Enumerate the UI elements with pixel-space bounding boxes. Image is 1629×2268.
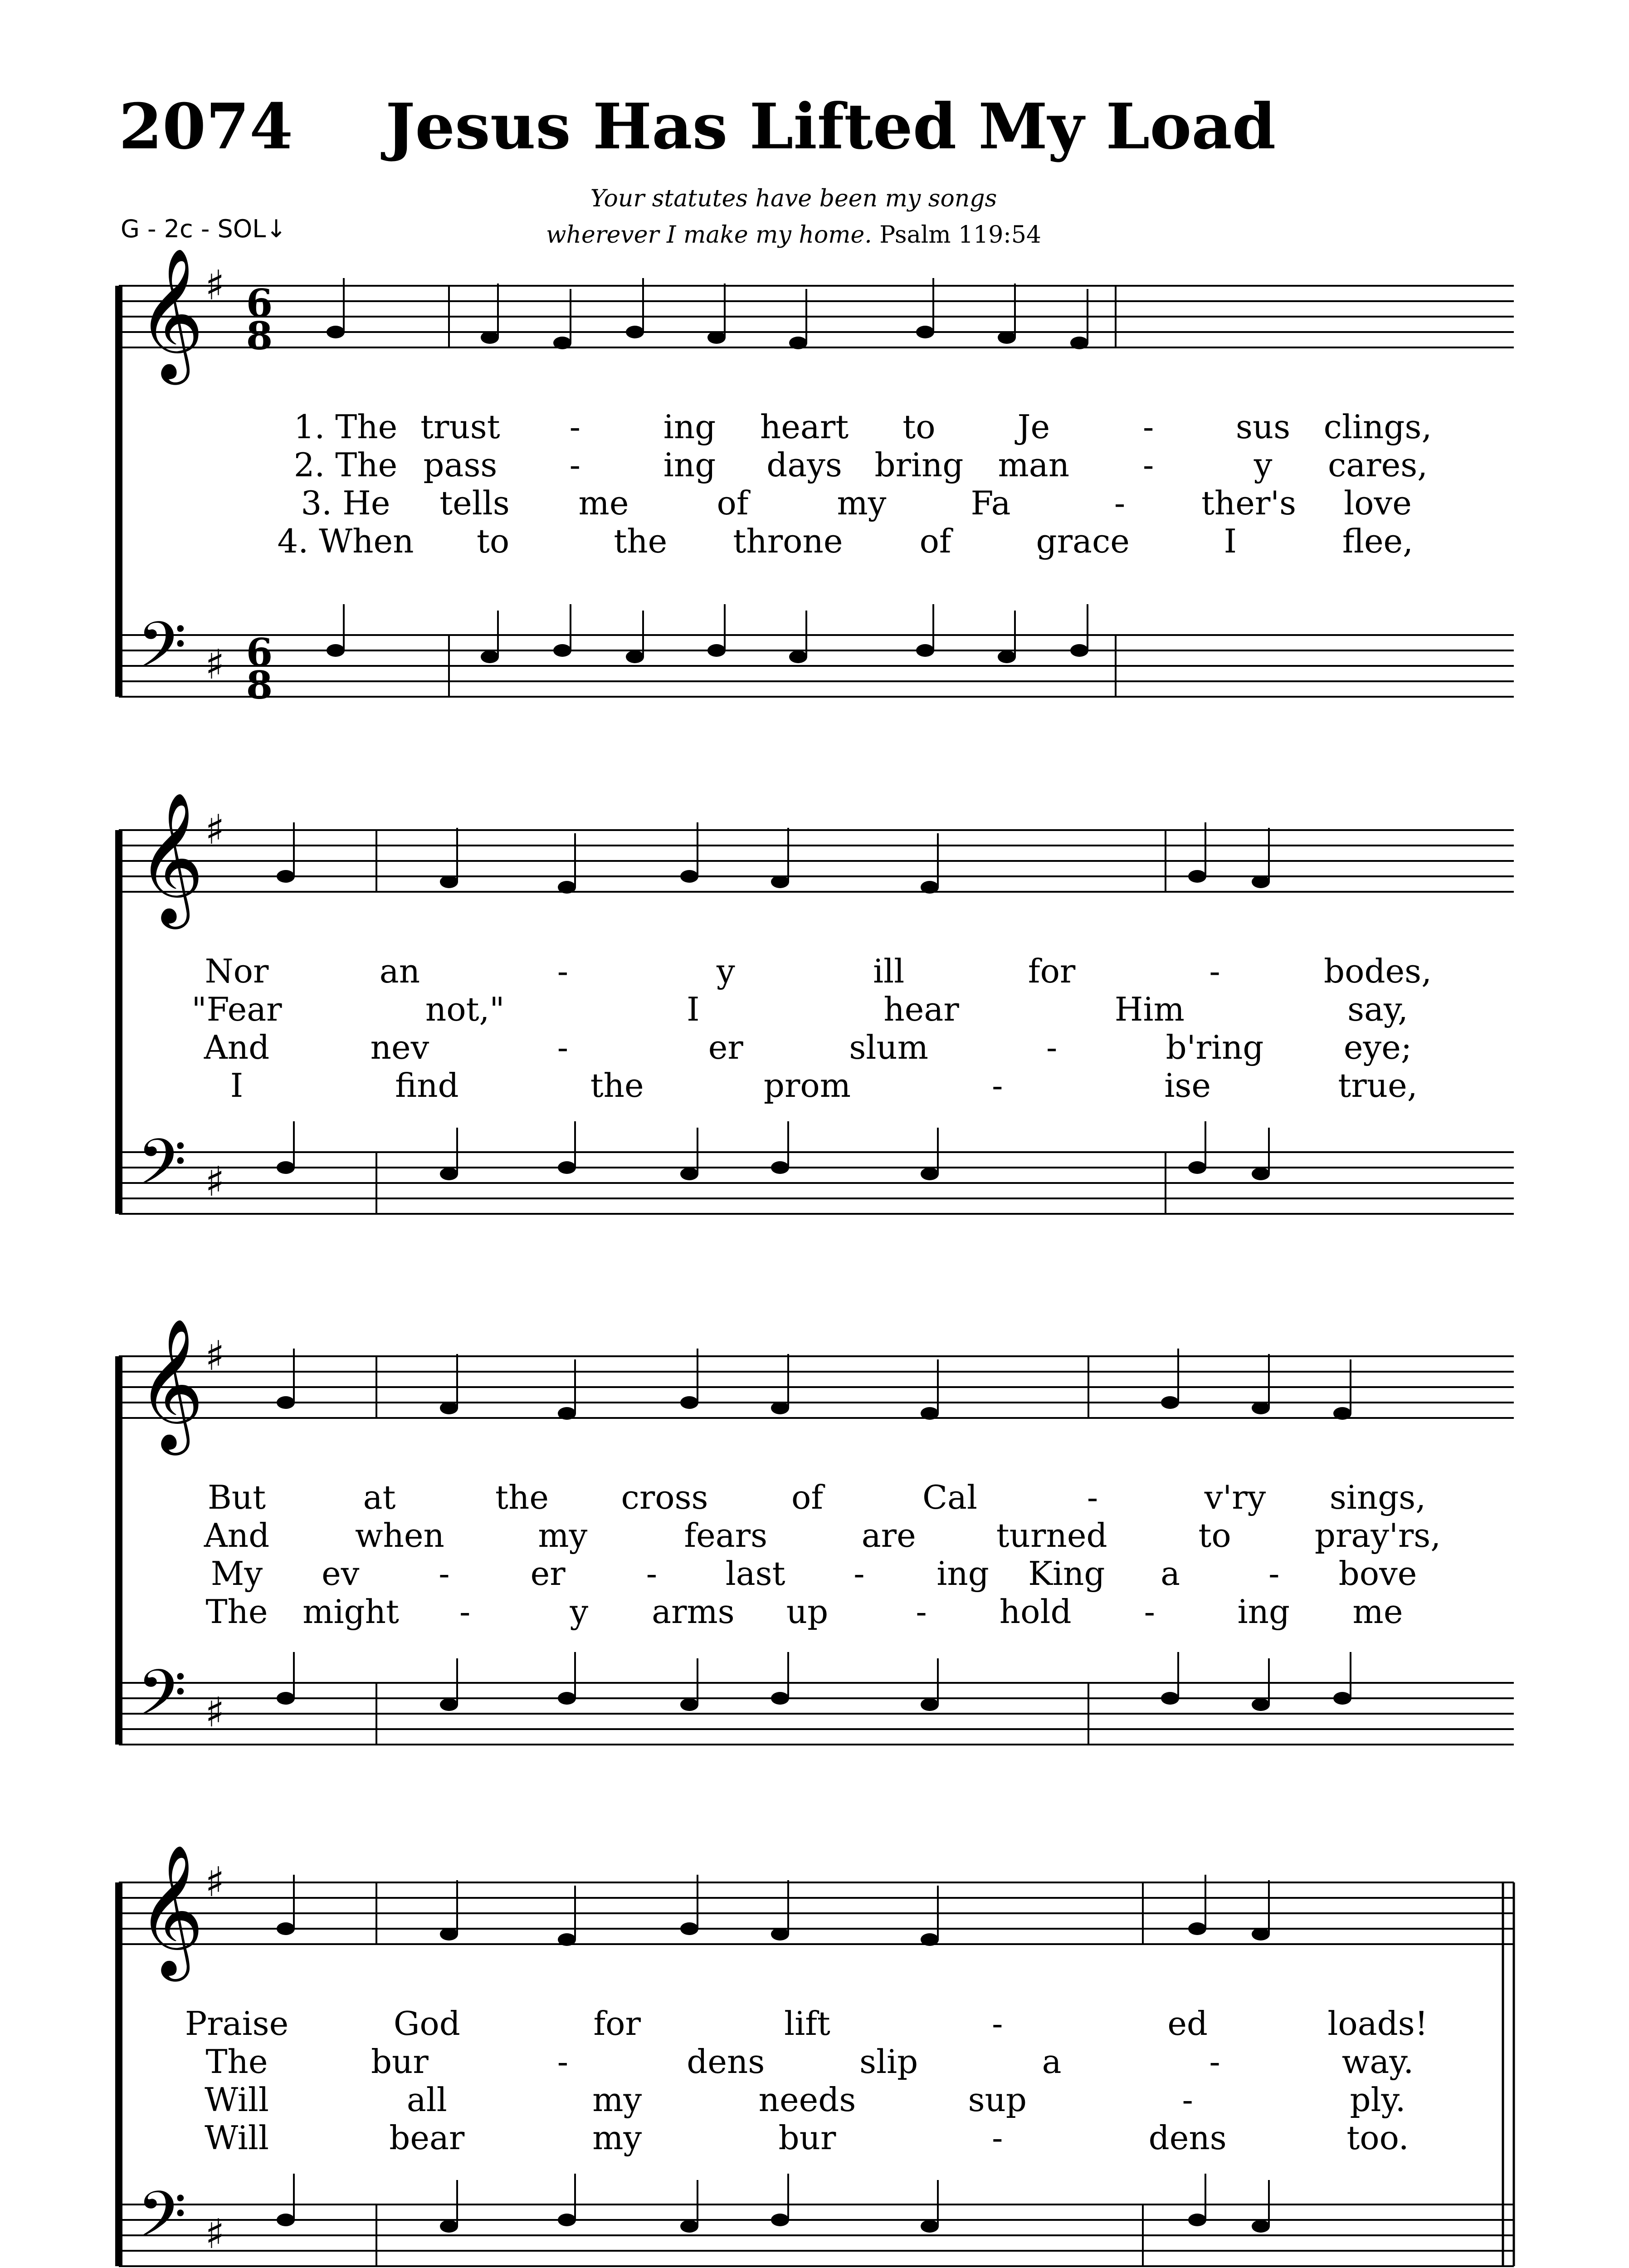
sharp-icon: ♯ <box>205 1158 225 1206</box>
lyric-syllable: slip <box>859 2043 918 2081</box>
bass-note <box>553 644 571 657</box>
lyric-syllable: way. <box>1341 2043 1414 2081</box>
bass-note <box>440 1168 458 1180</box>
hymn-number: 2074 <box>119 89 293 163</box>
lyric-syllable: b'ring <box>1166 1028 1264 1066</box>
lyric-syllable: man <box>998 446 1070 484</box>
treble-note <box>680 1922 698 1935</box>
bass-clef-icon: 𝄢 <box>137 1656 187 1746</box>
lyric-syllable: clings, <box>1323 408 1432 446</box>
treble-note <box>680 870 698 883</box>
lyric-syllable: Will <box>205 2081 269 2119</box>
lyric-syllable: lift <box>784 2004 830 2043</box>
lyric-syllable: y <box>716 952 735 990</box>
treble-note <box>1188 1922 1206 1935</box>
lyric-syllable: - <box>1087 1478 1098 1516</box>
lyric-syllable: throne <box>733 522 843 560</box>
treble-note <box>921 1407 939 1420</box>
lyric-syllable: my <box>837 484 887 522</box>
bass-note <box>440 1698 458 1711</box>
lyric-syllable: The <box>205 2043 268 2081</box>
hymn-title: Jesus Has Lifted My Load <box>385 89 1276 163</box>
lyric-syllable: er <box>530 1554 566 1593</box>
lyric-syllable: - <box>1143 446 1154 484</box>
lyric-syllable: God <box>393 2004 460 2043</box>
bass-note <box>1252 1168 1270 1180</box>
lyric-syllable: my <box>592 2119 642 2157</box>
key-label: G - 2c - SOL↓ <box>121 215 287 243</box>
lyric-syllable: - <box>992 2004 1003 2043</box>
lyric-syllable: - <box>557 2043 569 2081</box>
epigraph-reference: Psalm 119:54 <box>879 221 1041 249</box>
lyric-syllable: at <box>363 1478 396 1516</box>
lyric-syllable: my <box>538 1516 588 1554</box>
lyric-syllable: prom <box>763 1066 851 1105</box>
lyric-syllable: me <box>578 484 629 522</box>
treble-note <box>998 331 1016 344</box>
lyric-syllable: me <box>1352 1593 1403 1631</box>
lyric-syllable: - <box>1144 1593 1155 1631</box>
treble-note <box>680 1396 698 1409</box>
treble-note <box>558 881 576 894</box>
treble-note <box>1252 875 1270 888</box>
lyric-syllable: sings, <box>1329 1478 1426 1516</box>
lyric-syllable: - <box>1114 484 1126 522</box>
treble-note <box>921 881 939 894</box>
lyric-syllable: for <box>1028 952 1076 990</box>
lyric-syllable: fears <box>684 1516 768 1554</box>
treble-note <box>277 870 295 883</box>
bass-note <box>771 1161 789 1174</box>
lyric-syllable: say, <box>1347 990 1408 1028</box>
lyric-syllable: hear <box>883 990 959 1028</box>
lyric-syllable: bove <box>1338 1554 1417 1593</box>
epigraph-text: wherever I make my home. <box>546 221 872 249</box>
treble-note <box>1161 1396 1179 1409</box>
lyric-syllable: arms <box>652 1593 735 1631</box>
lyric-syllable: ing <box>663 408 716 446</box>
lyric-syllable: sup <box>968 2081 1027 2119</box>
lyric-syllable: trust <box>420 408 500 446</box>
lyric-syllable: I <box>1224 522 1237 560</box>
lyric-syllable: up <box>786 1593 829 1631</box>
treble-note <box>440 1928 458 1941</box>
lyric-syllable: tells <box>439 484 510 522</box>
lyric-syllable: And <box>204 1516 270 1554</box>
bass-note <box>921 2220 939 2233</box>
bass-note <box>277 1692 295 1705</box>
lyric-syllable: hold <box>999 1593 1072 1631</box>
lyric-syllable: - <box>569 408 580 446</box>
lyric-syllable: ill <box>873 952 905 990</box>
treble-note <box>327 326 345 338</box>
lyric-syllable: the <box>614 522 668 560</box>
lyric-syllable: too. <box>1346 2119 1409 2157</box>
lyric-syllable: not," <box>425 990 505 1028</box>
lyric-syllable: bur <box>371 2043 429 2081</box>
bass-note <box>626 650 644 663</box>
bass-note <box>771 1692 789 1705</box>
lyric-syllable: Him <box>1114 990 1185 1028</box>
bass-clef-icon: 𝄢 <box>137 608 187 698</box>
lyric-syllable: flee, <box>1342 522 1414 560</box>
epigraph-line-1: Your statutes have been my songs <box>590 185 997 212</box>
lyric-syllable: dens <box>1148 2119 1227 2157</box>
treble-note <box>440 875 458 888</box>
bass-note <box>558 1161 576 1174</box>
lyric-syllable: grace <box>1036 522 1130 560</box>
lyric-syllable: But <box>207 1478 266 1516</box>
lyric-syllable: - <box>557 952 569 990</box>
lyric-syllable: Will <box>205 2119 269 2157</box>
bass-clef-icon: 𝄢 <box>137 1125 187 1215</box>
bass-note <box>327 644 345 657</box>
lyric-syllable: - <box>916 1593 927 1631</box>
lyric-syllable: my <box>592 2081 642 2119</box>
lyric-syllable: when <box>355 1516 444 1554</box>
lyric-syllable: turned <box>996 1516 1107 1554</box>
music-system-4 <box>119 1843 1514 2268</box>
treble-note <box>1252 1928 1270 1941</box>
bass-note <box>1252 1698 1270 1711</box>
bass-note <box>707 644 726 657</box>
lyric-syllable: of <box>919 522 951 560</box>
sharp-icon: ♯ <box>205 1858 225 1906</box>
treble-note <box>553 337 571 349</box>
treble-note <box>1070 337 1088 349</box>
lyric-syllable: y <box>1253 446 1273 484</box>
time-signature-bottom: 8 <box>246 313 273 358</box>
bass-note <box>921 1168 939 1180</box>
treble-note <box>558 1933 576 1946</box>
lyric-syllable: Praise <box>185 2004 289 2043</box>
lyric-syllable: bear <box>389 2119 465 2157</box>
lyric-syllable: 3. He <box>301 484 390 522</box>
bass-note <box>440 2220 458 2233</box>
lyric-syllable: a <box>1042 2043 1062 2081</box>
lyric-syllable: - <box>1182 2081 1193 2119</box>
lyric-syllable: to <box>477 522 510 560</box>
lyric-syllable: of <box>717 484 749 522</box>
lyric-syllable: last <box>725 1554 785 1593</box>
lyric-syllable: pass <box>423 446 497 484</box>
treble-note <box>1333 1407 1351 1420</box>
lyric-syllable: er <box>708 1028 743 1066</box>
bass-note <box>680 1698 698 1711</box>
lyric-syllable: I <box>230 1066 244 1105</box>
lyric-syllable: 2. The <box>293 446 398 484</box>
bass-note <box>1333 1692 1351 1705</box>
sharp-icon: ♯ <box>205 1689 225 1736</box>
lyric-syllable: ise <box>1164 1066 1211 1105</box>
bass-note <box>921 1698 939 1711</box>
sharp-icon: ♯ <box>205 806 225 854</box>
lyric-syllable: King <box>1028 1554 1105 1593</box>
lyric-syllable: y <box>570 1593 589 1631</box>
treble-note <box>558 1407 576 1420</box>
lyric-syllable: - <box>569 446 580 484</box>
treble-note <box>771 1928 789 1941</box>
bass-note <box>277 1161 295 1174</box>
treble-clef-icon: 𝄞 <box>137 791 204 923</box>
time-signature-top: 6 <box>246 281 273 326</box>
lyric-syllable: sus <box>1235 408 1291 446</box>
lyric-syllable: - <box>1209 952 1220 990</box>
lyric-syllable: - <box>439 1554 450 1593</box>
bass-note <box>789 650 807 663</box>
music-system-1 <box>119 247 1514 708</box>
lyric-syllable: ply. <box>1350 2081 1406 2119</box>
lyric-syllable: the <box>590 1066 644 1105</box>
treble-note <box>1252 1402 1270 1414</box>
treble-note <box>1188 870 1206 883</box>
music-system-2 <box>119 791 1514 1215</box>
lyric-syllable: a <box>1161 1554 1180 1593</box>
lyric-syllable: - <box>459 1593 471 1631</box>
lyric-syllable: cross <box>621 1478 708 1516</box>
treble-note <box>916 326 934 338</box>
sharp-icon: ♯ <box>205 1332 225 1380</box>
lyric-syllable: ing <box>936 1554 989 1593</box>
sharp-icon: ♯ <box>205 262 225 309</box>
lyric-syllable: - <box>557 1028 569 1066</box>
lyric-syllable: find <box>395 1066 459 1105</box>
lyric-syllable: "Fear <box>191 990 282 1028</box>
lyric-syllable: eye; <box>1343 1028 1412 1066</box>
lyric-syllable: to <box>1198 1516 1231 1554</box>
lyric-syllable: - <box>1268 1554 1280 1593</box>
lyric-syllable: dens <box>687 2043 765 2081</box>
lyric-syllable: My <box>210 1554 263 1593</box>
bass-note <box>558 1692 576 1705</box>
bass-clef-icon: 𝄢 <box>137 2178 187 2268</box>
bass-note <box>277 2214 295 2226</box>
lyric-syllable: ing <box>1237 1593 1290 1631</box>
treble-note <box>277 1396 295 1409</box>
lyric-syllable: - <box>1046 1028 1058 1066</box>
lyric-syllable: an <box>379 952 420 990</box>
lyric-syllable: ing <box>663 446 716 484</box>
lyric-syllable: love <box>1344 484 1412 522</box>
bass-note <box>916 644 934 657</box>
lyric-syllable: - <box>1143 408 1154 446</box>
treble-clef-icon: 𝄞 <box>137 1317 204 1449</box>
bass-note <box>558 2214 576 2226</box>
lyric-syllable: cares, <box>1327 446 1428 484</box>
lyric-syllable: ther's <box>1201 484 1297 522</box>
lyric-syllable: the <box>495 1478 549 1516</box>
lyric-syllable: Fa <box>971 484 1011 522</box>
lyric-syllable: to <box>902 408 936 446</box>
music-system-3 <box>119 1317 1514 1746</box>
lyric-syllable: needs <box>758 2081 856 2119</box>
lyric-syllable: loads! <box>1327 2004 1428 2043</box>
treble-note <box>921 1933 939 1946</box>
lyric-syllable: The <box>205 1593 268 1631</box>
lyric-syllable: - <box>992 2119 1003 2157</box>
time-signature-top: 6 <box>246 630 273 675</box>
lyric-syllable: ed <box>1167 2004 1208 2043</box>
lyric-syllable: 4. When <box>277 522 414 560</box>
lyric-syllable: nev <box>370 1028 429 1066</box>
lyric-syllable: bur <box>778 2119 836 2157</box>
treble-note <box>440 1402 458 1414</box>
treble-note <box>277 1922 295 1935</box>
treble-note <box>626 326 644 338</box>
treble-note <box>481 331 499 344</box>
lyric-syllable: days <box>766 446 842 484</box>
bass-note <box>771 2214 789 2226</box>
treble-clef-icon: 𝄞 <box>137 247 204 379</box>
lyric-syllable: might <box>302 1593 399 1631</box>
lyric-syllable: all <box>406 2081 447 2119</box>
lyric-syllable: 1. The <box>293 408 398 446</box>
lyric-syllable: - <box>854 1554 865 1593</box>
lyric-syllable: are <box>861 1516 916 1554</box>
bass-note <box>998 650 1016 663</box>
bass-note <box>481 650 499 663</box>
lyric-syllable: true, <box>1338 1066 1418 1105</box>
lyric-syllable: Cal <box>922 1478 978 1516</box>
lyric-syllable: v'ry <box>1204 1478 1266 1516</box>
treble-note <box>789 337 807 349</box>
lyric-syllable: slum <box>849 1028 929 1066</box>
lyric-syllable: - <box>992 1066 1003 1105</box>
lyric-syllable: Nor <box>205 952 269 990</box>
lyric-syllable: Je <box>1017 408 1050 446</box>
lyric-syllable: of <box>791 1478 823 1516</box>
bass-note <box>1161 1692 1179 1705</box>
bass-note <box>1070 644 1088 657</box>
lyric-syllable: pray'rs, <box>1314 1516 1441 1554</box>
lyric-syllable: bring <box>874 446 964 484</box>
lyric-syllable: ev <box>322 1554 360 1593</box>
bass-note <box>1188 2214 1206 2226</box>
bass-note <box>1188 1161 1206 1174</box>
lyric-syllable: bodes, <box>1324 952 1432 990</box>
sharp-icon: ♯ <box>205 641 225 689</box>
bass-note <box>680 1168 698 1180</box>
bass-note <box>680 2220 698 2233</box>
bass-note <box>1252 2220 1270 2233</box>
lyric-syllable: - <box>646 1554 658 1593</box>
sharp-icon: ♯ <box>205 2210 225 2258</box>
treble-note <box>707 331 726 344</box>
treble-clef-icon: 𝄞 <box>137 1843 204 1975</box>
treble-note <box>771 875 789 888</box>
lyric-syllable: - <box>1209 2043 1220 2081</box>
time-signature-bottom: 8 <box>246 663 273 708</box>
lyric-syllable: I <box>687 990 700 1028</box>
lyric-syllable: heart <box>760 408 849 446</box>
lyric-syllable: And <box>204 1028 270 1066</box>
lyric-syllable: for <box>593 2004 641 2043</box>
treble-note <box>771 1402 789 1414</box>
